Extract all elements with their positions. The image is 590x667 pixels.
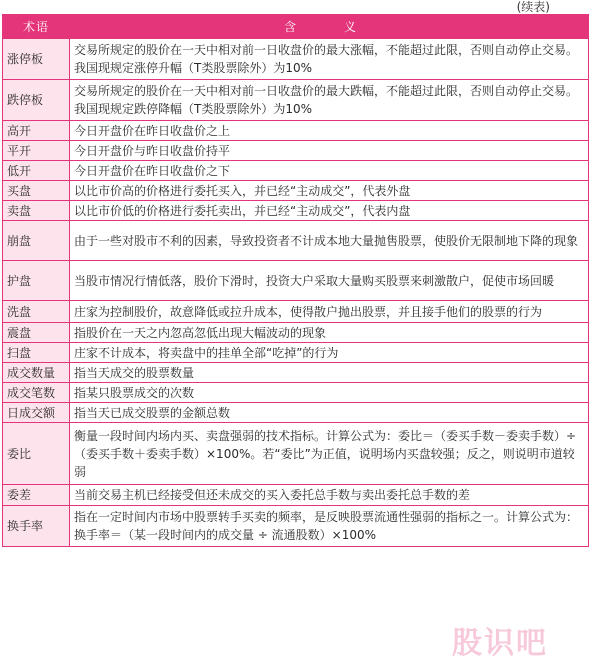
term-cell: 高开 xyxy=(3,121,70,141)
table-row xyxy=(3,141,589,161)
term-cell: 护盘 xyxy=(3,261,70,301)
term-cell: 买盘 xyxy=(3,181,70,201)
definition-cell: 庄家为控制股价，故意降低或拉升成本，使得散户抛出股票，并且接手他们的股票的行为 xyxy=(70,301,589,323)
table-row xyxy=(3,343,589,363)
table-row xyxy=(3,261,589,301)
header-term: 术语 xyxy=(3,15,70,39)
table-row xyxy=(3,323,589,343)
term-cell: 成交笔数 xyxy=(3,383,70,403)
table-header-row xyxy=(3,15,589,39)
definition-cell: 指当天已成交股票的金额总数 xyxy=(70,403,589,423)
term-cell: 跌停板 xyxy=(3,80,70,121)
term-cell: 洗盘 xyxy=(3,301,70,323)
table-row xyxy=(3,363,589,383)
term-cell: 平开 xyxy=(3,141,70,161)
definition-cell: 衡量一段时间内场内买、卖盘强弱的技术指标。计算公式为：委比＝（委买手数－委卖手数）÷（委买手数＋委卖手数）×100%。若“委比”为正值，说明场内买盘较强；反之，则说明市道较弱 xyxy=(70,423,589,485)
table-row xyxy=(3,201,589,221)
table-row xyxy=(3,383,589,403)
definition-cell: 当前交易主机已经接受但还未成交的买入委托总手数与卖出委托总手数的差 xyxy=(70,485,589,506)
table-row xyxy=(3,161,589,181)
table-row xyxy=(3,403,589,423)
definition-cell: 当股市情况行情低落，股价下滑时，投资大户采取大量购买股票来刺激散户，促使市场回暖 xyxy=(70,261,589,301)
table-row xyxy=(3,221,589,261)
term-cell: 扫盘 xyxy=(3,343,70,363)
definition-cell: 由于一些对股市不利的因素，导致投资者不计成本地大量抛售股票，使股价无限制地下降的现象 xyxy=(70,221,589,261)
continued-label: (续表) xyxy=(516,0,550,14)
table-row xyxy=(3,301,589,323)
definition-cell: 庄家不计成本，将卖盘中的挂单全部“吃掉”的行为 xyxy=(70,343,589,363)
term-cell: 委差 xyxy=(3,485,70,506)
term-cell: 委比 xyxy=(3,423,70,485)
definition-cell: 今日开盘价在昨日收盘价之上 xyxy=(70,121,589,141)
definition-cell: 指当天成交的股票数量 xyxy=(70,363,589,383)
table-row xyxy=(3,39,589,80)
term-cell: 震盘 xyxy=(3,323,70,343)
definition-cell: 交易所规定的股价在一天中相对前一日收盘价的最大涨幅，不能超过此限，否则自动停止交易。我国现规定涨停升幅（T类股票除外）为10% xyxy=(70,39,589,80)
term-cell: 卖盘 xyxy=(3,201,70,221)
term-cell: 日成交额 xyxy=(3,403,70,423)
table-row xyxy=(3,121,589,141)
table-row xyxy=(3,80,589,121)
definition-cell: 以比市价高的价格进行委托买入，并已经“主动成交”，代表外盘 xyxy=(70,181,589,201)
definition-cell: 指某只股票成交的次数 xyxy=(70,383,589,403)
watermark-logo: 股识吧 xyxy=(452,626,548,661)
term-cell: 崩盘 xyxy=(3,221,70,261)
table-row xyxy=(3,485,589,506)
definition-cell: 指在一定时间内市场中股票转手买卖的频率，是反映股票流通性强弱的指标之一。计算公式为：换手率＝（某一段时间内的成交量 ÷ 流通股数）×100% xyxy=(70,506,589,547)
definition-cell: 以比市价低的价格进行委托卖出，并已经“主动成交”，代表内盘 xyxy=(70,201,589,221)
definition-cell: 今日开盘价与昨日收盘价持平 xyxy=(70,141,589,161)
table-row xyxy=(3,423,589,485)
definition-cell: 交易所规定的股价在一天中相对前一日收盘价的最大跌幅，不能超过此限，否则自动停止交易。我国现规定跌停降幅（T类股票除外）为10% xyxy=(70,80,589,121)
definition-cell: 今日开盘价在昨日收盘价之下 xyxy=(70,161,589,181)
term-cell: 成交数量 xyxy=(3,363,70,383)
glossary-table xyxy=(2,14,589,547)
table-row xyxy=(3,506,589,547)
term-cell: 换手率 xyxy=(3,506,70,547)
definition-cell: 指股价在一天之内忽高忽低出现大幅波动的现象 xyxy=(70,323,589,343)
term-cell: 涨停板 xyxy=(3,39,70,80)
term-cell: 低开 xyxy=(3,161,70,181)
table-row xyxy=(3,181,589,201)
header-meaning: 含 义 xyxy=(70,15,589,39)
